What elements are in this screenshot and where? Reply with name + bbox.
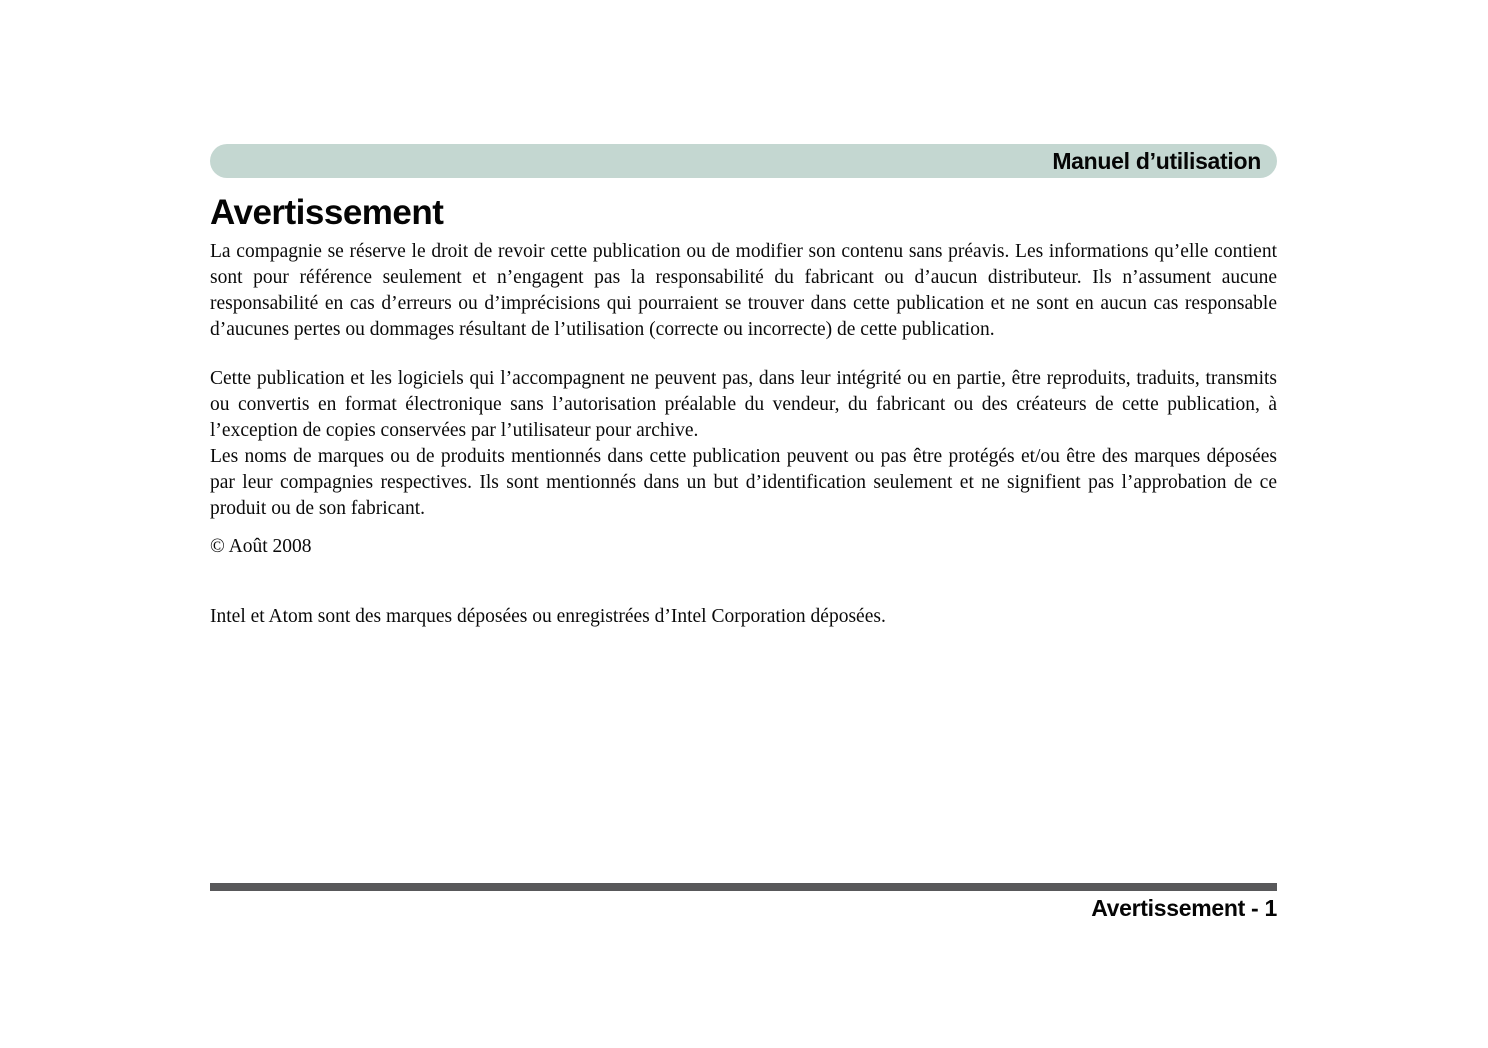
paragraph-trademarks-notice: Les noms de marques ou de produits mentionnés dans cette publication peuvent ou pas être protégés et/ou être des marques déposées par leur compagnies respectives. Ils sont mentionnés dans un but d’identification seulement et ne signifient pas l’approbation de ce produit ou de son fabricant.	[210, 446, 1277, 519]
footer-divider	[210, 883, 1277, 891]
paragraph-reproduction: Cette publication et les logiciels qui l’accompagnent ne peuvent pas, dans leur intégrité ou en partie, être reproduits, traduits, transmits ou convertis en format électronique sans l’autorisation préalable du vendeur, du fabricant ou des créateurs de cette publication, à l’exception de copies conservées par l’utilisateur pour archive.	[210, 368, 1277, 441]
paragraph-disclaimer: La compagnie se réserve le droit de revoir cette publication ou de modifier son contenu sans préavis. Les informations qu’elle contient sont pour référence seulement et n’engagent pas la responsabilité du fabricant ou d’aucun distributeur. Ils n’assument aucune responsabilité en cas d’erreurs ou d’imprécisions qui pourraient se trouver dans cette publication et ne sont en aucun cas responsable d’aucunes pertes ou dommages résultant de l’utilisation (correcte ou incorrecte) de cette publication.	[210, 241, 1277, 340]
copyright-line: © Août 2008	[210, 536, 312, 557]
page-title: Avertissement	[210, 193, 444, 232]
header-bar	[210, 144, 1277, 178]
footer-page-label: Avertissement - 1	[1091, 895, 1277, 921]
intel-trademark-line: Intel et Atom sont des marques déposées ou enregistrées d’Intel Corporation déposées.	[210, 606, 886, 627]
header-title: Manuel d’utilisation	[1052, 147, 1261, 174]
page-content	[210, 191, 1277, 650]
